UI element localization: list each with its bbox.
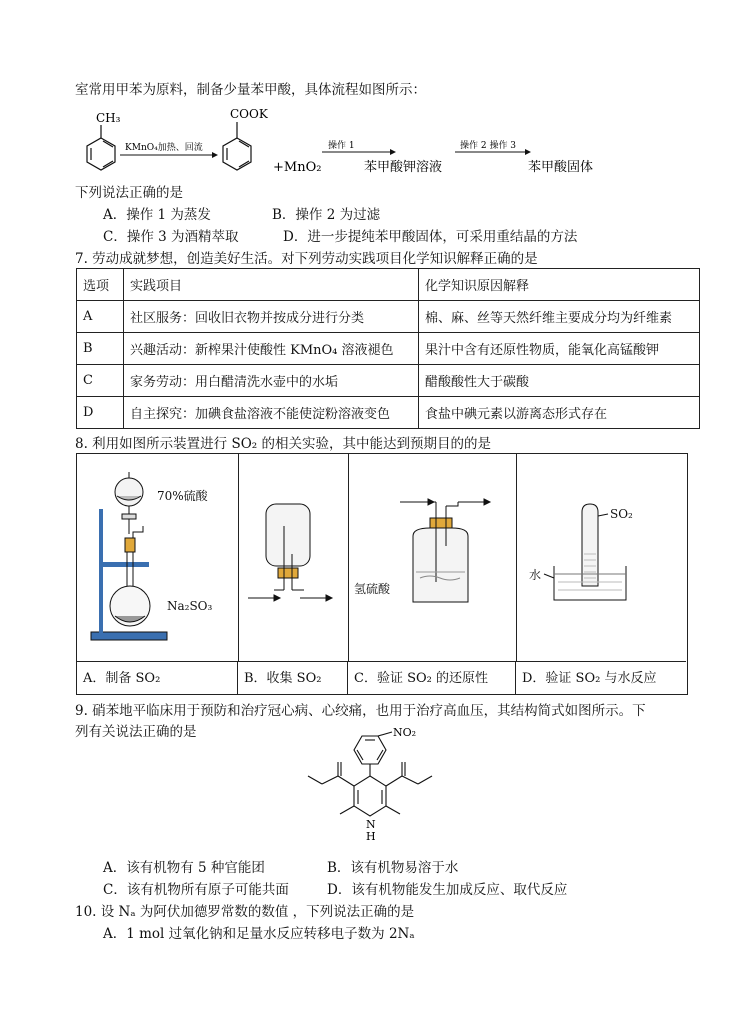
- intro-text: 室常用甲苯为原料，制备少量苯甲酸，具体流程如图所示：: [75, 82, 426, 98]
- table-row: [77, 301, 700, 333]
- q8-stem: 8. 利用如图所示装置进行 SO₂ 的相关实验，其中能达到预期目的的是: [75, 436, 491, 452]
- cell-explanation: 食盐中碘元素以游离态形式存在: [419, 397, 700, 429]
- q6-option-d: D．进一步提纯苯甲酸固体，可采用重结晶的方法: [283, 229, 578, 245]
- q6-stem: 下列说法正确的是: [75, 185, 183, 201]
- h-label: H: [366, 830, 376, 843]
- reaction-scheme: [70, 100, 630, 180]
- caption-b: B．收集 SO₂: [238, 661, 348, 695]
- q6-option-a: A．操作 1 为蒸发: [103, 207, 211, 223]
- cell-option: A: [77, 301, 124, 333]
- header-explanation: 化学知识原因解释: [419, 269, 700, 301]
- q7-table: [76, 268, 700, 429]
- table-header-row: [77, 269, 700, 301]
- op23-label: 操作 2 操作 3: [460, 141, 517, 151]
- toluene-structure: [87, 125, 115, 170]
- label-salt: Na₂SO₃: [167, 599, 213, 613]
- apparatus-a: [77, 454, 239, 661]
- byproduct-label: +MnO₂: [273, 160, 322, 175]
- q9-option-a: A．该有机物有 5 种官能团: [103, 860, 265, 876]
- cell-option: D: [77, 397, 124, 429]
- header-practice: 实践项目: [124, 269, 419, 301]
- caption-d: D．验证 SO₂ 与水反应: [516, 661, 686, 695]
- final-product-label: 苯甲酸固体: [528, 160, 594, 175]
- q9-stem-line1: 9. 硝苯地平临床用于预防和治疗冠心病、心绞痛，也用于治疗高血压，其结构简式如图所示。下: [75, 703, 646, 719]
- q7-stem: 7. 劳动成就梦想，创造美好生活。对下列劳动实践项目化学知识解释正确的是: [75, 251, 538, 267]
- table-row: [77, 397, 700, 429]
- nh-label: N: [366, 818, 376, 831]
- label-water: 水: [529, 568, 542, 582]
- nifedipine-structure: [290, 728, 450, 848]
- table-row: [77, 365, 700, 397]
- cell-practice: 社区服务：回收旧衣物并按成分进行分类: [124, 301, 419, 333]
- q9-option-c: C．该有机物所有原子可能共面: [103, 882, 289, 898]
- header-option: 选项: [77, 269, 124, 301]
- cell-explanation: 果汁中含有还原性物质，能氧化高锰酸钾: [419, 333, 700, 365]
- q6-option-c: C．操作 3 为酒精萃取: [103, 229, 239, 245]
- q10-option-a: A．1 mol 过氧化钠和足量水反应转移电子数为 2Nₐ: [103, 926, 415, 942]
- cell-practice: 家务劳动：用白醋清洗水壶中的水垢: [124, 365, 419, 397]
- cell-practice: 兴趣活动：新榨果汁使酸性 KMnO₄ 溶液褪色: [124, 333, 419, 365]
- cell-explanation: 棉、麻、丝等天然纤维主要成分均为纤维素: [419, 301, 700, 333]
- cell-option: B: [77, 333, 124, 365]
- caption-a: A．制备 SO₂: [77, 661, 238, 695]
- intermediate-label: 苯甲酸钾溶液: [364, 160, 443, 175]
- label-h2s: 氢硫酸: [354, 582, 391, 596]
- apparatus-c: [348, 454, 517, 661]
- no2-label: NO₂: [393, 728, 417, 739]
- apparatus-b: [238, 454, 349, 661]
- q9-option-b: B．该有机物易溶于水: [327, 860, 459, 876]
- methyl-label: CH₃: [96, 111, 121, 125]
- q10-stem: 10. 设 Nₐ 为阿伏加德罗常数的数值 ，下列说法正确的是: [75, 904, 415, 920]
- reagent-label: KMnO₄加热、回流: [125, 143, 203, 153]
- cell-explanation: 醋酸酸性大于碳酸: [419, 365, 700, 397]
- q8-figure-grid: [76, 453, 688, 695]
- q9-stem-line2: 列有关说法正确的是: [75, 724, 197, 740]
- q9-option-d: D．该有机物能发生加成反应、取代反应: [327, 882, 568, 898]
- label-acid: 70%硫酸: [157, 489, 208, 503]
- cell-option: C: [77, 365, 124, 397]
- cell-practice: 自主探究：加碘食盐溶液不能使淀粉溶液变色: [124, 397, 419, 429]
- product-label: COOK: [230, 107, 268, 121]
- apparatus-d: [516, 454, 687, 661]
- table-row: [77, 333, 700, 365]
- benzoate-structure: [223, 122, 251, 170]
- q6-option-b: B．操作 2 为过滤: [272, 207, 381, 223]
- op1-label: 操作 1: [328, 141, 355, 151]
- caption-c: C．验证 SO₂ 的还原性: [348, 661, 516, 695]
- label-so2: SO₂: [610, 507, 633, 521]
